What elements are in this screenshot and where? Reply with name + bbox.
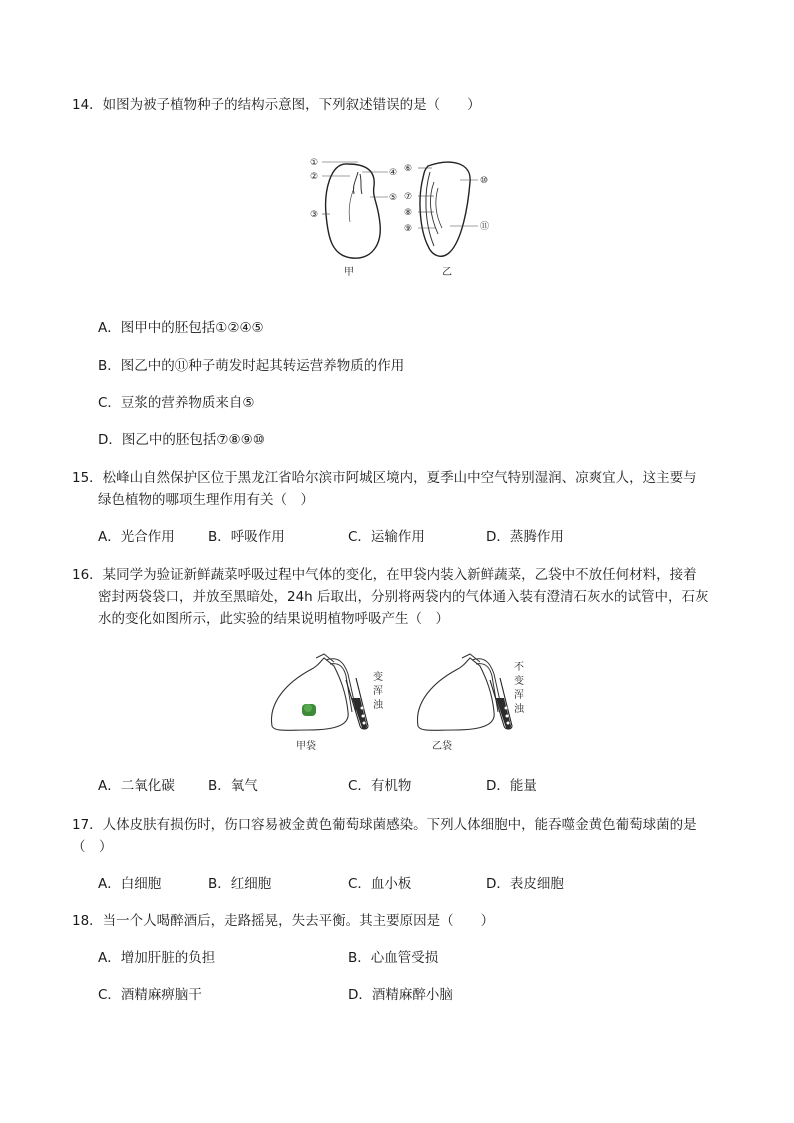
tube1-text-1: 变 [373, 672, 383, 683]
q14-option-d[interactable]: D．图乙中的胚包括⑦⑧⑨⑩ [98, 432, 265, 448]
q16-stem [72, 564, 722, 630]
figure-label-yi: 乙 [442, 267, 452, 278]
marker-6: ⑥ [404, 164, 413, 174]
tube2-text-3: 浑 [514, 690, 524, 701]
tube1-text-3: 浊 [373, 700, 383, 711]
q15-option-c[interactable]: C．运输作用 [348, 529, 425, 545]
q18-stem: 18．当一个人喝醉酒后，走路摇晃，失去平衡。其主要原因是（ ） [72, 913, 495, 929]
marker-9: ⑨ [404, 224, 413, 234]
q14-stem: 14．如图为被子植物种子的结构示意图，下列叙述错误的是（ ） [72, 97, 481, 113]
q16-option-c[interactable]: C．有机物 [348, 778, 412, 794]
q16-stem-line2: 密封两袋袋口，并放至黑暗处，24h 后取出，分别将两袋内的气体通入装有澄清石灰水的试管中，石灰 [98, 589, 709, 605]
tube2-text-4: 浊 [514, 704, 524, 715]
q18-option-b[interactable]: B．心血管受损 [348, 950, 439, 966]
figure-label-jia: 甲 [344, 267, 354, 278]
q15-stem-line1: 15．松峰山自然保护区位于黑龙江省哈尔滨市阿城区境内，夏季山中空气特别湿润、凉爽宜人，这主要与 [72, 470, 697, 486]
q17-option-c[interactable]: C．血小板 [348, 876, 412, 892]
q17-stem [72, 814, 722, 858]
q16-option-b[interactable]: B．氧气 [208, 778, 258, 794]
bag-experiment-figure [268, 652, 538, 762]
q15-option-d[interactable]: D．蒸腾作用 [486, 529, 564, 545]
tube1-text-2: 浑 [373, 686, 383, 697]
bag1-label: 甲袋 [296, 741, 316, 752]
q16-stem-line3: 水的变化如图所示，此实验的结果说明植物呼吸产生（ ） [98, 611, 449, 627]
q15-stem [72, 467, 722, 511]
q15-stem-line2: 绿色植物的哪项生理作用有关（ ） [98, 492, 314, 508]
marker-8: ⑧ [404, 208, 413, 218]
marker-3: ③ [310, 210, 319, 220]
q17-stem-line1: 17．人体皮肤有损伤时，伤口容易被金黄色葡萄球菌感染。下列人体细胞中，能吞噬金黄色葡萄球菌的是 [72, 817, 697, 833]
marker-1: ① [310, 158, 319, 168]
q14-option-b[interactable]: B．图乙中的⑪种子萌发时起其转运营养物质的作用 [98, 358, 405, 374]
q14-option-c[interactable]: C．豆浆的营养物质来自⑤ [98, 395, 255, 411]
q18-option-a[interactable]: A．增加肝脏的负担 [98, 950, 216, 966]
q15-option-b[interactable]: B．呼吸作用 [208, 529, 285, 545]
marker-10: ⑩ [480, 176, 489, 186]
marker-5: ⑤ [389, 193, 398, 203]
q16-option-d[interactable]: D．能量 [486, 778, 537, 794]
q18-option-d[interactable]: D．酒精麻醉小脑 [348, 987, 453, 1003]
q14-option-a[interactable]: A．图甲中的胚包括①②④⑤ [98, 320, 264, 336]
q17-stem-line2: （ ） [72, 839, 113, 855]
marker-11: ⑪ [480, 222, 490, 232]
q15-option-a[interactable]: A．光合作用 [98, 529, 175, 545]
q16-stem-line1: 16．某同学为验证新鲜蔬菜呼吸过程中气体的变化，在甲袋内装入新鲜蔬菜，乙袋中不放任何材料，接着 [72, 567, 697, 583]
q17-option-b[interactable]: B．红细胞 [208, 876, 272, 892]
q16-option-a[interactable]: A．二氧化碳 [98, 778, 175, 794]
marker-4: ④ [389, 168, 398, 178]
q17-option-a[interactable]: A．白细胞 [98, 876, 162, 892]
marker-2: ② [310, 172, 319, 182]
tube2-text-1: 不 [514, 662, 524, 673]
marker-7: ⑦ [404, 192, 413, 202]
q18-option-c[interactable]: C．酒精麻痹脑干 [98, 987, 202, 1003]
seed-structure-figure [300, 152, 500, 286]
q17-option-d[interactable]: D．表皮细胞 [486, 876, 564, 892]
bag2-label: 乙袋 [432, 741, 452, 752]
tube2-text-2: 变 [514, 676, 524, 687]
